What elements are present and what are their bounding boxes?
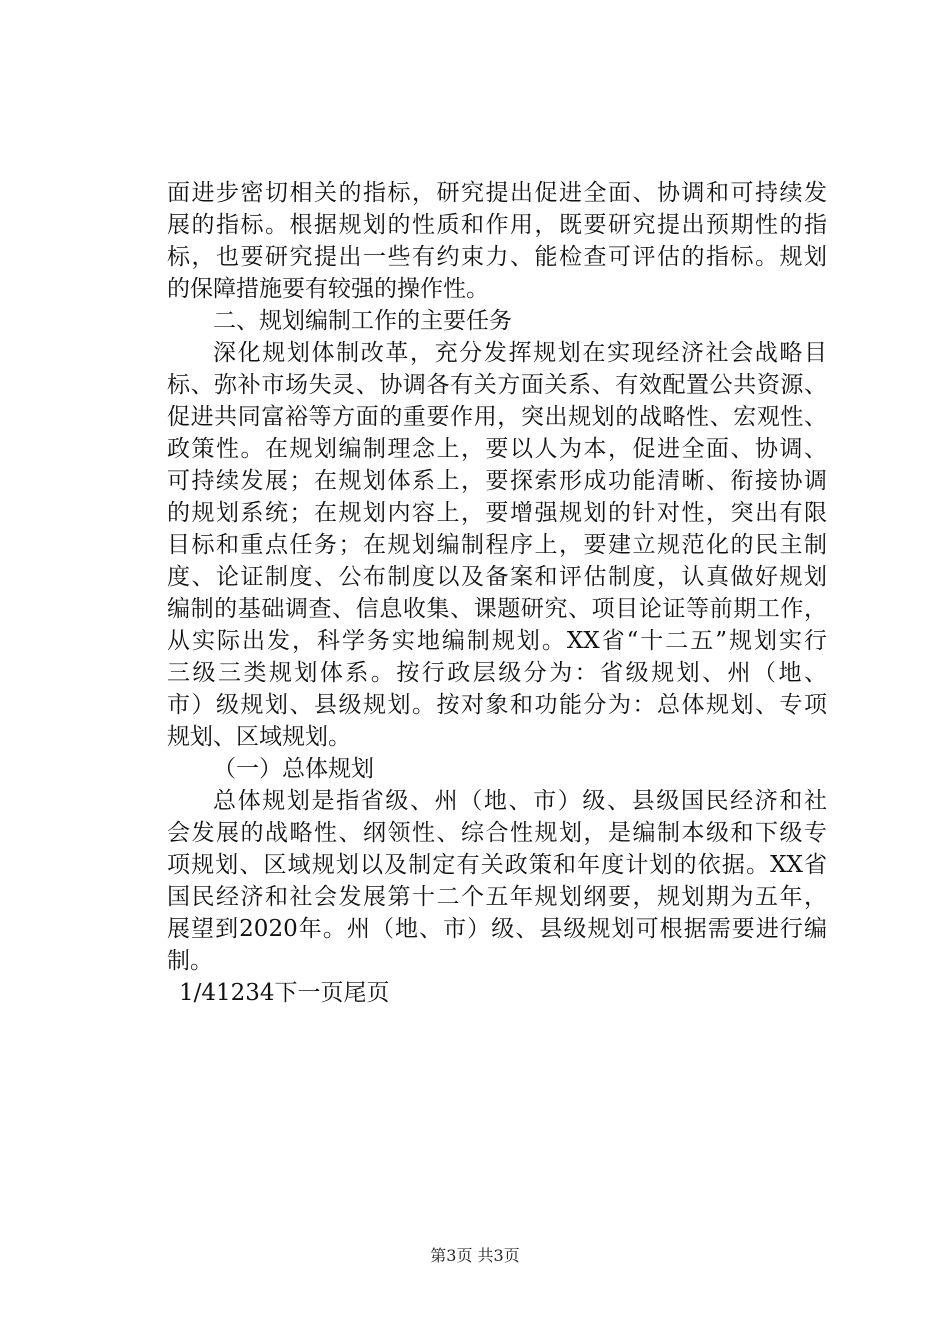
- section-heading: 二、规划编制工作的主要任务: [213, 308, 512, 334]
- subsection-heading: （一）总体规划: [213, 756, 374, 782]
- body-line: 标，也要研究提出一些有约束力、能检查可评估的指标。规划: [167, 244, 827, 270]
- body-line: 编制的基础调查、信息收集、课题研究、项目论证等前期工作，: [167, 596, 827, 622]
- page-footer: 第3页 共3页: [430, 1246, 520, 1265]
- body-line: 从实际出发，科学务实地编制规划。XX省“十二五”规划实行: [167, 628, 827, 654]
- body-line: 市）级规划、县级规划。按对象和功能分为：总体规划、专项: [167, 692, 827, 718]
- body-line: 可持续发展；在规划体系上，要探索形成功能清晰、衔接协调: [167, 468, 827, 494]
- body-line: 规划、区域规划。: [167, 724, 351, 750]
- body-line: 项规划、区域规划以及制定有关政策和年度计划的依据。XX省: [167, 852, 827, 878]
- body-line: 会发展的战略性、纲领性、综合性规划，是编制本级和下级专: [167, 820, 827, 846]
- body-line: 政策性。在规划编制理念上，要以人为本，促进全面、协调、: [167, 436, 827, 462]
- body-line: 的保障措施要有较强的操作性。: [167, 276, 489, 302]
- body-line: 深化规划体制改革，充分发挥规划在实现经济社会战略目: [213, 340, 827, 366]
- body-line: 展望到2020年。州（地、市）级、县级规划可根据需要进行编: [167, 916, 827, 942]
- body-line: 总体规划是指省级、州（地、市）级、县级国民经济和社: [213, 788, 827, 814]
- body-line: 展的指标。根据规划的性质和作用，既要研究提出预期性的指: [167, 212, 827, 238]
- body-line: 度、论证制度、公布制度以及备案和评估制度，认真做好规划: [167, 564, 827, 590]
- body-line: 的规划系统；在规划内容上，要增强规划的针对性，突出有限: [167, 500, 827, 526]
- body-line: 促进共同富裕等方面的重要作用，突出规划的战略性、宏观性、: [167, 404, 827, 430]
- body-line: 制。: [167, 948, 213, 974]
- document-body: [167, 177, 827, 1009]
- body-line: 标、弥补市场失灵、协调各有关方面关系、有效配置公共资源、: [167, 372, 827, 398]
- body-line: 三级三类规划体系。按行政层级分为：省级规划、州（地、: [167, 660, 827, 686]
- body-line: 目标和重点任务；在规划编制程序上，要建立规范化的民主制: [167, 532, 827, 558]
- pagination-text: 1/41234下一页尾页: [179, 980, 390, 1006]
- body-line: 国民经济和社会发展第十二个五年规划纲要，规划期为五年，: [167, 884, 827, 910]
- body-line: 面进步密切相关的指标，研究提出促进全面、协调和可持续发: [167, 180, 827, 206]
